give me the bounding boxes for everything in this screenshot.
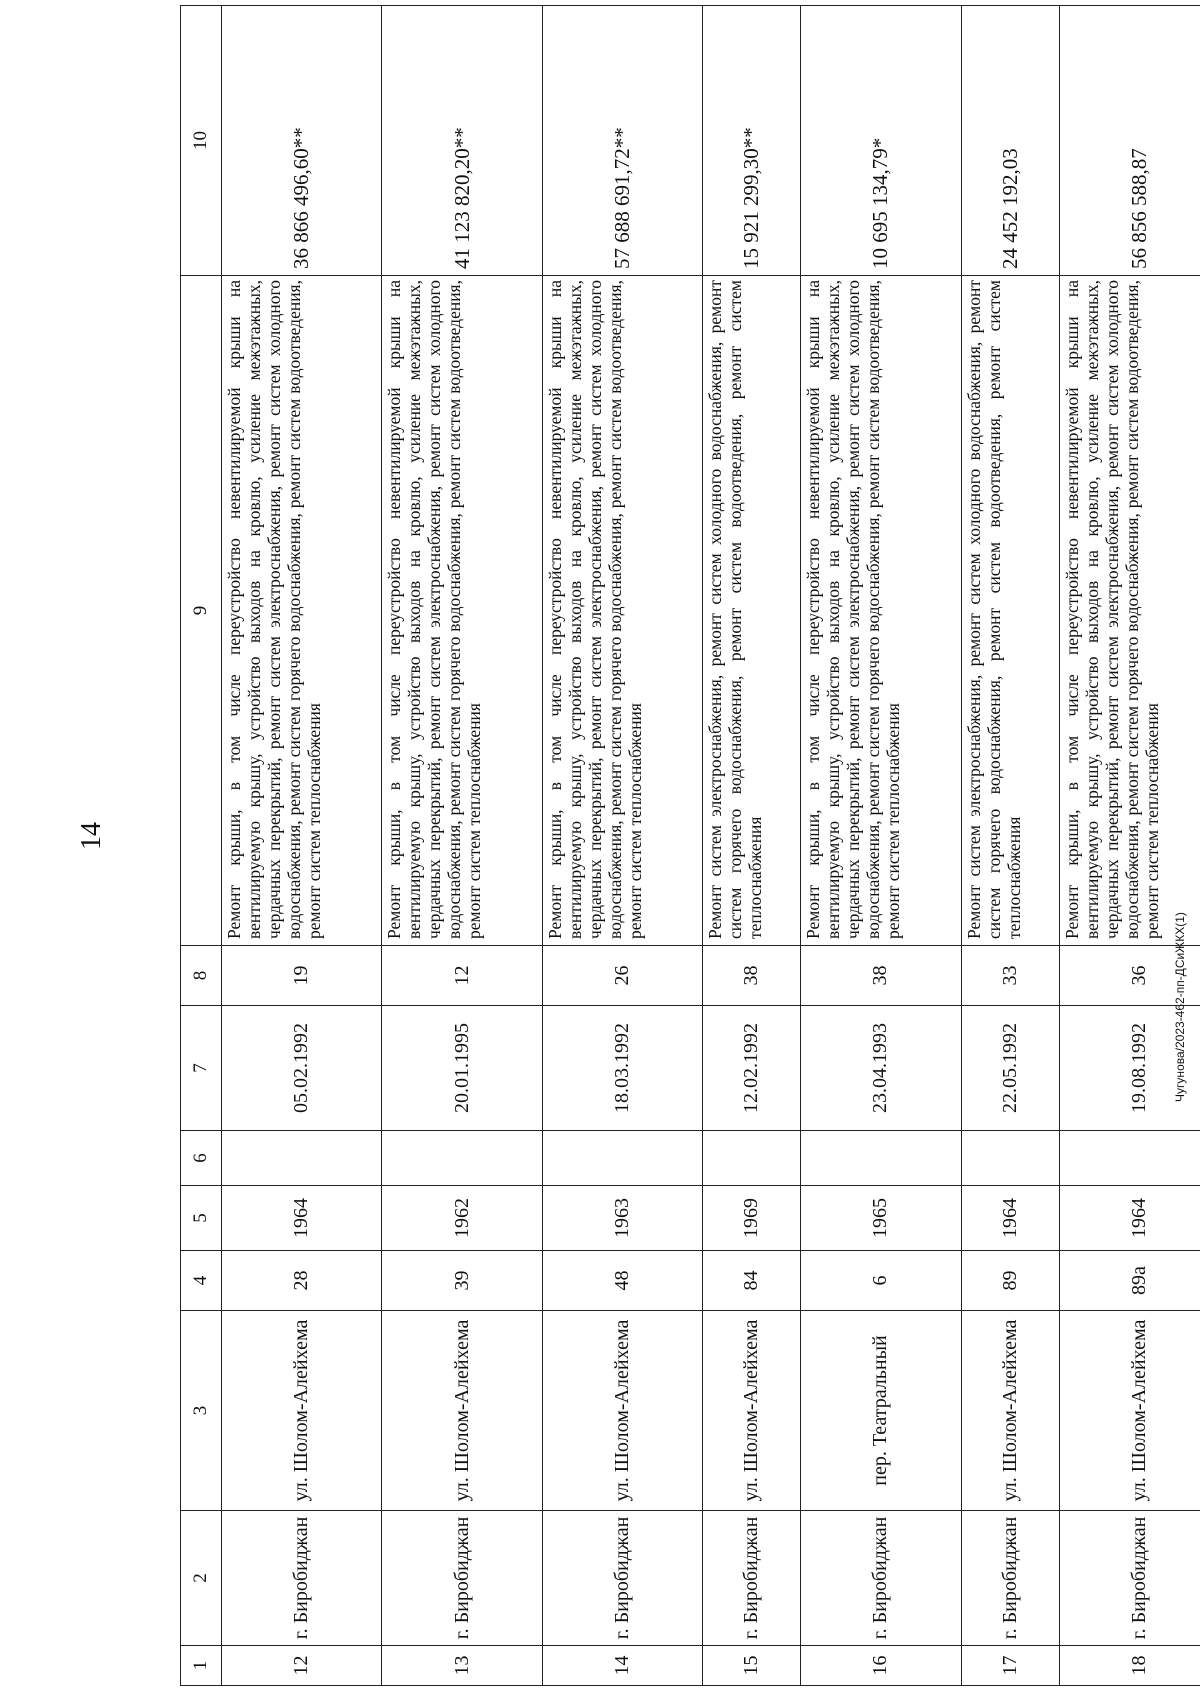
header-cell: 7	[181, 1006, 222, 1131]
row-number: 18	[1059, 1646, 1200, 1686]
house-number-cell: 48	[542, 1251, 702, 1311]
date-cell: 05.02.1992	[222, 1006, 382, 1131]
column-6-cell	[703, 1131, 801, 1186]
column-8-cell: 26	[542, 946, 702, 1006]
house-number-cell: 39	[382, 1251, 542, 1311]
street-cell: ул. Шолом-Алейхема	[961, 1311, 1059, 1511]
row-number: 16	[801, 1646, 961, 1686]
column-8-cell: 33	[961, 946, 1059, 1006]
street-cell: ул. Шолом-Алейхема	[382, 1311, 542, 1511]
works-description-cell: Ремонт крыши, в том числе переустройство невентилируемой крыши на вентилируемую крышу, устройство выходов на кровлю, усиление межэтажных, чердачных перекрытий, ремонт систем электроснабжения, ремонт систем холодного водоснабжения, ремонт систем горячего водоснабжения, ремонт систем водоотведения, ремонт систем теплоснабжения	[1059, 276, 1200, 946]
row-number: 17	[961, 1646, 1059, 1686]
repair-schedule-table	[180, 5, 1200, 1686]
row-number: 15	[703, 1646, 801, 1686]
column-6-cell	[961, 1131, 1059, 1186]
works-description-cell: Ремонт крыши, в том числе переустройство невентилируемой крыши на вентилируемую крышу, устройство выходов на кровлю, усиление межэтажных, чердачных перекрытий, ремонт систем электроснабжения, ремонт систем холодного водоснабжения, ремонт систем горячего водоснабжения, ремонт систем водоотведения, ремонт систем теплоснабжения	[542, 276, 702, 946]
table-row	[222, 6, 382, 1686]
header-cell: 2	[181, 1511, 222, 1646]
cost-cell: 24 452 192,03	[961, 6, 1059, 276]
city-cell: г. Биробиджан	[961, 1511, 1059, 1646]
row-number: 14	[542, 1646, 702, 1686]
date-cell: 19.08.1992	[1059, 1006, 1200, 1131]
table-row	[703, 6, 801, 1686]
cost-cell: 15 921 299,30**	[703, 6, 801, 276]
column-8-cell: 38	[703, 946, 801, 1006]
column-8-cell: 12	[382, 946, 542, 1006]
header-cell: 8	[181, 946, 222, 1006]
street-cell: ул. Шолом-Алейхема	[1059, 1311, 1200, 1511]
column-6-cell	[222, 1131, 382, 1186]
header-cell: 5	[181, 1186, 222, 1251]
city-cell: г. Биробиджан	[801, 1511, 961, 1646]
date-cell: 18.03.1992	[542, 1006, 702, 1131]
header-cell: 6	[181, 1131, 222, 1186]
column-8-cell: 36	[1059, 946, 1200, 1006]
house-number-cell: 6	[801, 1251, 961, 1311]
column-6-cell	[542, 1131, 702, 1186]
column-6-cell	[801, 1131, 961, 1186]
city-cell: г. Биробиджан	[542, 1511, 702, 1646]
works-description-cell: Ремонт крыши, в том числе переустройство невентилируемой крыши на вентилируемую крышу, устройство выходов на кровлю, усиление межэтажных, чердачных перекрытий, ремонт систем электроснабжения, ремонт систем холодного водоснабжения, ремонт систем горячего водоснабжения, ремонт систем водоотведения, ремонт систем теплоснабжения	[222, 276, 382, 946]
street-cell: ул. Шолом-Алейхема	[222, 1311, 382, 1511]
house-number-cell: 89	[961, 1251, 1059, 1311]
row-number: 13	[382, 1646, 542, 1686]
house-number-cell: 28	[222, 1251, 382, 1311]
column-8-cell: 19	[222, 946, 382, 1006]
column-6-cell	[382, 1131, 542, 1186]
date-cell: 12.02.1992	[703, 1006, 801, 1131]
street-cell: пер. Театральный	[801, 1311, 961, 1511]
header-cell: 1	[181, 1646, 222, 1686]
table-body	[181, 6, 1200, 1686]
date-cell: 23.04.1993	[801, 1006, 961, 1131]
date-cell: 22.05.1992	[961, 1006, 1059, 1131]
works-description-cell: Ремонт систем электроснабжения, ремонт систем холодного водоснабжения, ремонт систем горячего водоснабжения, ремонт систем водоотведения, ремонт систем теплоснабжения	[961, 276, 1059, 946]
build-year-cell: 1964	[222, 1186, 382, 1251]
build-year-cell: 1969	[703, 1186, 801, 1251]
row-number: 12	[222, 1646, 382, 1686]
column-6-cell	[1059, 1131, 1200, 1186]
table-row	[382, 6, 542, 1686]
build-year-cell: 1964	[961, 1186, 1059, 1251]
cost-cell: 56 856 588,87	[1059, 6, 1200, 276]
column-8-cell: 38	[801, 946, 961, 1006]
page-number: 14	[76, 822, 107, 850]
build-year-cell: 1962	[382, 1186, 542, 1251]
city-cell: г. Биробиджан	[222, 1511, 382, 1646]
table-row	[1059, 6, 1200, 1686]
build-year-cell: 1965	[801, 1186, 961, 1251]
table-row	[542, 6, 702, 1686]
cost-cell: 41 123 820,20**	[382, 6, 542, 276]
house-number-cell: 89а	[1059, 1251, 1200, 1311]
table-row	[961, 6, 1059, 1686]
header-cell: 4	[181, 1251, 222, 1311]
works-description-cell: Ремонт крыши, в том числе переустройство невентилируемой крыши на вентилируемую крышу, устройство выходов на кровлю, усиление межэтажных, чердачных перекрытий, ремонт систем электроснабжения, ремонт систем холодного водоснабжения, ремонт систем горячего водоснабжения, ремонт систем водоотведения, ремонт систем теплоснабжения	[801, 276, 961, 946]
cost-cell: 36 866 496,60**	[222, 6, 382, 276]
cost-cell: 10 695 134,79*	[801, 6, 961, 276]
document-footer: Чугунова/2023-462-пп-ДСиЖКХ(1)	[1172, 912, 1187, 1102]
build-year-cell: 1964	[1059, 1186, 1200, 1251]
cost-cell: 57 688 691,72**	[542, 6, 702, 276]
street-cell: ул. Шолом-Алейхема	[542, 1311, 702, 1511]
works-description-cell: Ремонт систем электроснабжения, ремонт систем холодного водоснабжения, ремонт систем горячего водоснабжения, ремонт систем водоотведения, ремонт систем теплоснабжения	[703, 276, 801, 946]
street-cell: ул. Шолом-Алейхема	[703, 1311, 801, 1511]
city-cell: г. Биробиджан	[382, 1511, 542, 1646]
header-row	[181, 6, 222, 1686]
header-cell: 9	[181, 276, 222, 946]
works-description-cell: Ремонт крыши, в том числе переустройство невентилируемой крыши на вентилируемую крышу, устройство выходов на кровлю, усиление межэтажных, чердачных перекрытий, ремонт систем электроснабжения, ремонт систем холодного водоснабжения, ремонт систем горячего водоснабжения, ремонт систем водоотведения, ремонт систем теплоснабжения	[382, 276, 542, 946]
date-cell: 20.01.1995	[382, 1006, 542, 1131]
table-row	[801, 6, 961, 1686]
header-cell: 10	[181, 6, 222, 276]
header-cell: 3	[181, 1311, 222, 1511]
build-year-cell: 1963	[542, 1186, 702, 1251]
city-cell: г. Биробиджан	[1059, 1511, 1200, 1646]
table-rotated-wrapper	[180, 6, 1200, 1686]
city-cell: г. Биробиджан	[703, 1511, 801, 1646]
house-number-cell: 84	[703, 1251, 801, 1311]
